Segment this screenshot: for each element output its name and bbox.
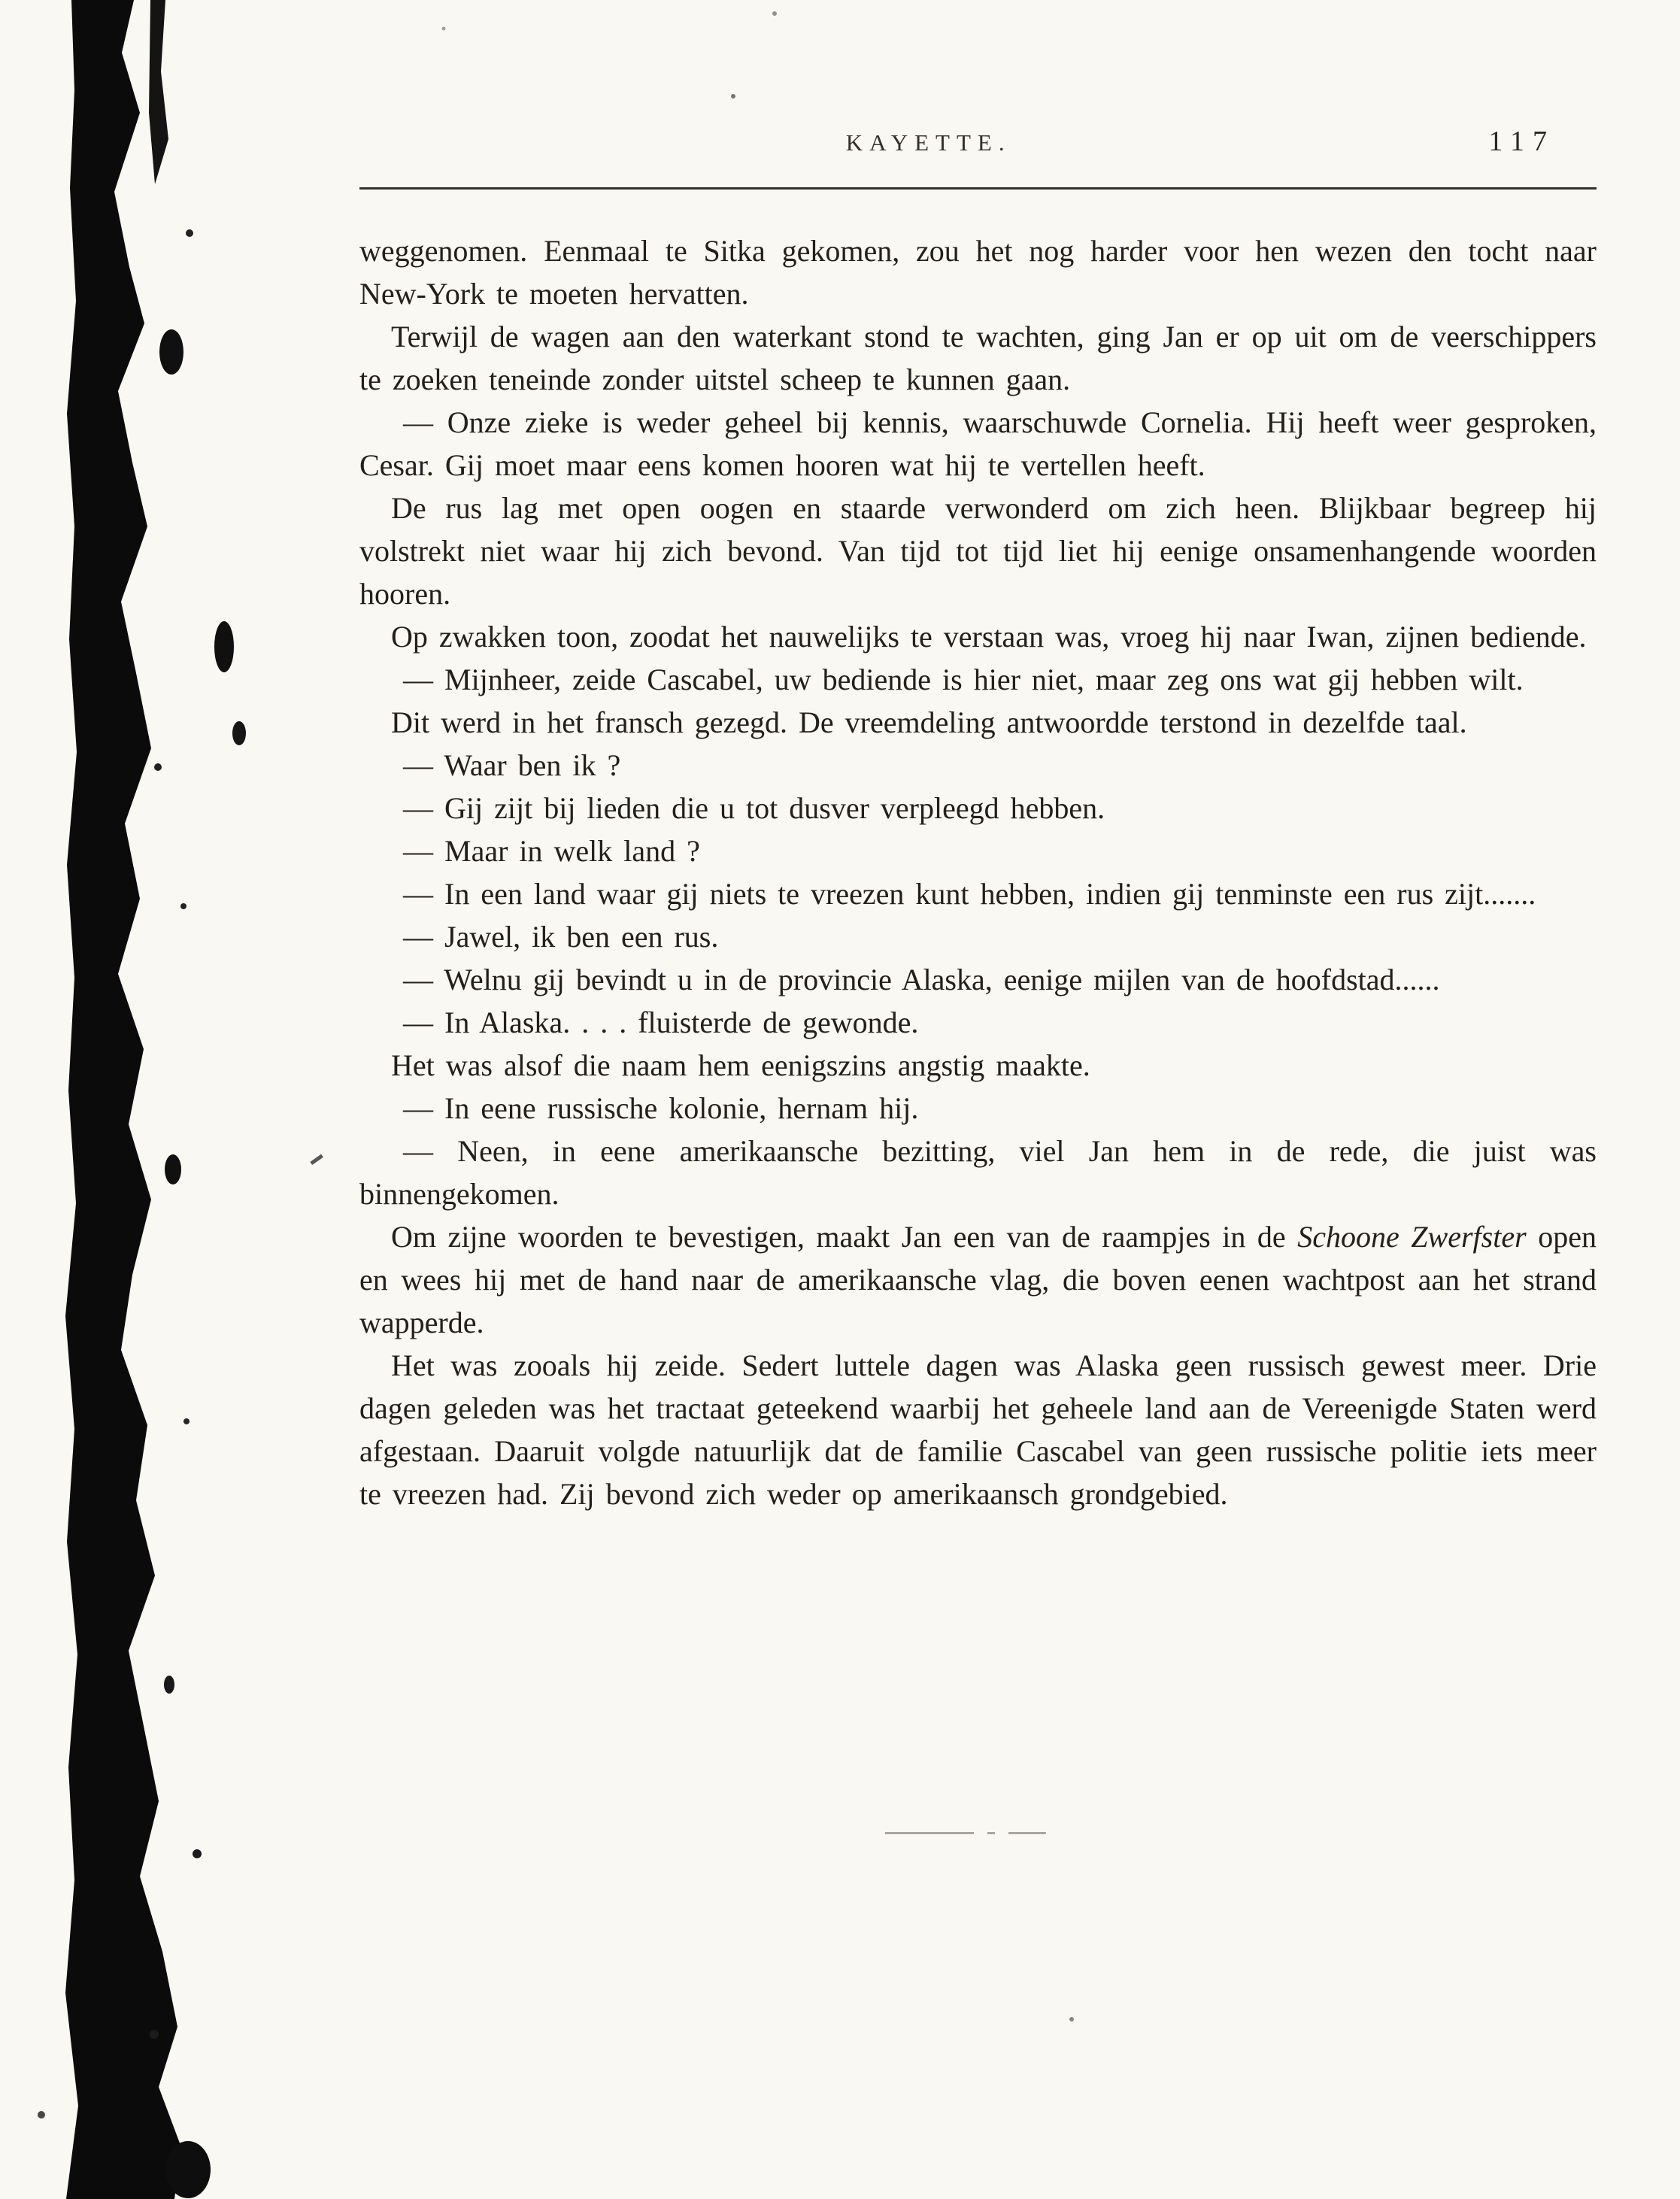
paragraph-segment: Het was zooals hij zeide. Sedert luttele dagen was Alaska geen russisch gewest meer. Drie dagen geleden was het tractaat geteekend waarbij het geheele land aan de Vereenigde Staten werd afgestaan. Daaruit volgde natuurlijk dat de familie Cascabel van geen russische politie iets meer te vreezen had. Zij bevond zich weder op amerikaansch grondgebied. [359,1348,1597,1511]
paragraph-segment: — Waar ben ik ? [403,748,621,782]
page-header [359,120,1597,159]
paragraph [359,1130,1597,1215]
paragraph [359,615,1597,658]
paragraph-segment: — Welnu gij bevindt u in de provincie Alaska, eenige mijlen van de hoofdstad...... [403,963,1440,996]
paragraph [359,1087,1597,1130]
paragraph [359,915,1597,958]
paragraph [359,830,1597,872]
header-rule [359,187,1597,190]
paragraph [359,658,1597,701]
paragraph [359,229,1597,315]
running-title: KAYETTE. [845,129,1011,156]
paragraph-segment: — Neen, in eene amerikaansche bezitting, viel Jan hem in de rede, die juist was binnengekomen. [359,1134,1597,1211]
paragraph-segment: — Maar in welk land ? [403,834,700,868]
paragraph [359,958,1597,1001]
paragraph-segment: — Mijnheer, zeide Cascabel, uw bediende is hier niet, maar zeg ons wat gij hebben wilt. [403,663,1524,696]
paragraph-segment: — Onze zieke is weder geheel bij kennis, waarschuwde Cornelia. Hij heeft weer gesproken, Cesar. Gij moet maar eens komen hooren wat hij te vertellen heeft. [359,405,1597,482]
paragraph [359,1001,1597,1044]
paragraph-segment: — Jawel, ik ben een rus. [403,920,719,954]
paragraph [359,1215,1597,1344]
paragraph-italic-segment: Schoone Zwerfster [1297,1220,1527,1254]
end-divider [884,1832,1045,1834]
paragraph-segment: Terwijl de wagen aan den waterkant stond te wachten, ging Jan er op uit om de veerschippers te zoeken teneinde zonder uitstel scheep te kunnen gaan. [359,320,1597,396]
paragraph-segment: open en wees hij met de hand naar de amerikaansche vlag, die boven eenen wachtpost aan het strand wapperde. [359,1220,1597,1339]
paragraph [359,487,1597,615]
paragraph [359,701,1597,744]
paragraph-segment: weggenomen. Eenmaal te Sitka gekomen, zou het nog harder voor hen wezen den tocht naar New-York te moeten hervatten. [359,234,1597,311]
paragraph [359,1044,1597,1087]
paragraph [359,401,1597,487]
speck-dot [38,2111,45,2119]
paragraph-segment: Om zijne woorden te bevestigen, maakt Jan een van de raampjes in de [391,1220,1298,1254]
paragraph-segment: — In eene russische kolonie, hernam hij. [403,1091,919,1125]
paragraph-segment: De rus lag met open oogen en staarde verwonderd om zich heen. Blijkbaar begreep hij volstrekt niet waar hij zich bevond. Van tijd tot tijd liet hij eenige onsamenhangende woorden hooren. [359,491,1597,611]
paragraph [359,315,1597,401]
speck-mark [310,1154,323,1165]
paragraph-segment: — Gij zijt bij lieden die u tot dusver verpleegd hebben. [403,791,1105,825]
paragraph-segment: — In een land waar gij niets te vreezen kunt hebben, indien gij tenminste een rus zijt....... [403,877,1536,911]
paragraph [359,787,1597,830]
paragraph [359,1344,1597,1515]
page-content [359,0,1597,2199]
paragraph-segment: — In Alaska. . . . fluisterde de gewonde. [403,1005,919,1039]
body-text [359,229,1597,1515]
paragraph-segment: Dit werd in het fransch gezegd. De vreemdeling antwoordde terstond in dezelfde taal. [391,705,1467,739]
paragraph-segment: Op zwakken toon, zoodat het nauwelijks te verstaan was, vroeg hij naar Iwan, zijnen bediende. [391,620,1587,654]
paragraph [359,872,1597,915]
paragraph-segment: Het was alsof die naam hem eenigszins angstig maakte. [391,1048,1090,1082]
paragraph [359,744,1597,787]
page-number: 117 [1488,126,1555,157]
